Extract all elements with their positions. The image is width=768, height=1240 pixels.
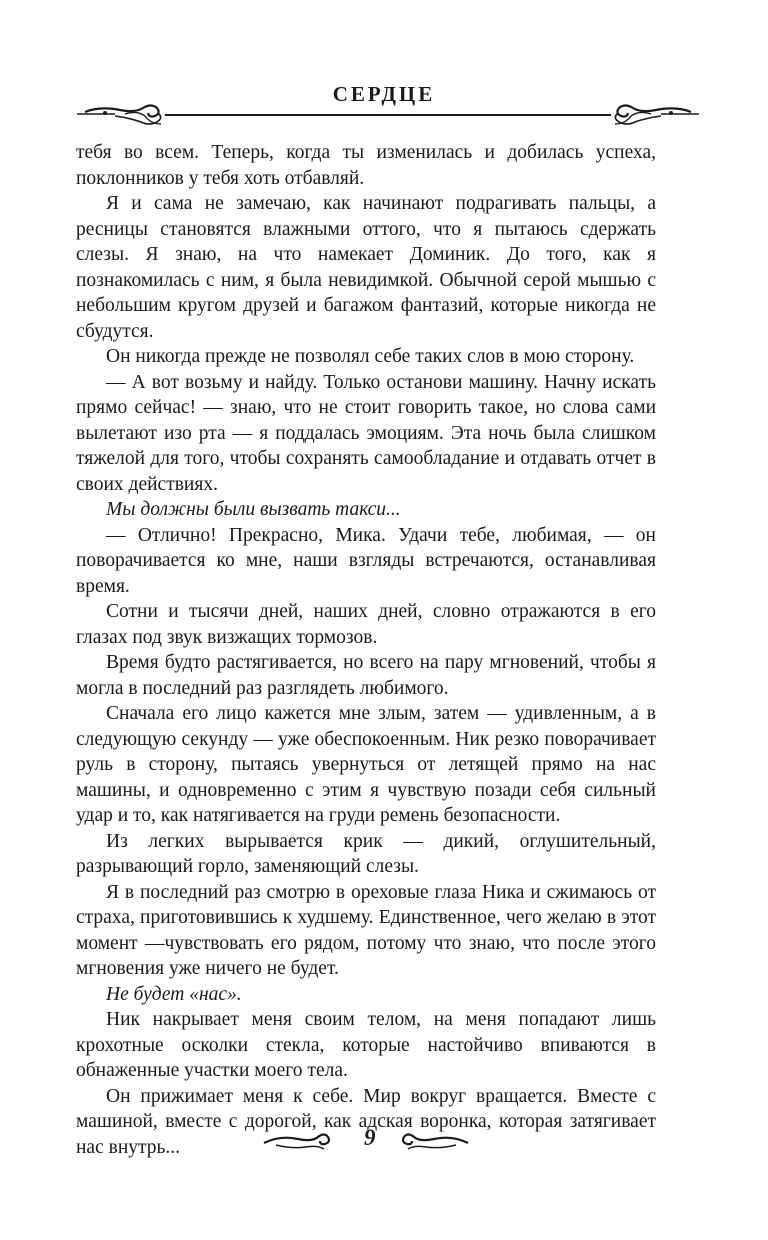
paragraph: тебя во всем. Теперь, когда ты изменилась и добилась успеха, поклонников у тебя хоть отбавляй. xyxy=(76,142,656,189)
paragraph: — Отлично! Прекрасно, Мика. Удачи тебе, любимая, — он поворачивается ко мне, наши взгляды встречаются, останавливая время. xyxy=(76,524,656,597)
chapter-title: СЕРДЦЕ xyxy=(332,82,436,106)
paragraph: Я и сама не замечаю, как начинают подрагивать пальцы, а ресницы становятся влажными оттого, что я пытаюсь сдержать слезы. Я знаю, на что намекает Доминик. До того, как я познакомилась с ним, я была невидимкой. Обычной серой мышью с небольшим кругом друзей и багажом фантазий, которые никогда не сбудутся. xyxy=(76,193,656,342)
flourish-right-icon xyxy=(606,102,701,132)
paragraph: Ник накрывает меня своим телом, на меня попадают лишь крохотные осколки стекла, которые настойчиво впиваются в обнаженные участки моего тела. xyxy=(76,1009,656,1081)
body-text xyxy=(76,140,656,1160)
paragraph-italic: Мы должны были вызвать такси... xyxy=(106,499,401,520)
paragraph: Сначала его лицо кажется мне злым, затем — удивленным, а в следующую секунду — уже обеспокоенным. Ник резко поворачивает руль в сторону, пытаясь увернуться от летящей прямо на нас машины, и одновременно с этим я чувствую позади себя сильный удар и то, как натягивается на груди ремень безопасности. xyxy=(76,703,656,826)
page-footer xyxy=(0,1125,768,1155)
paragraph-italic: Не будет «нас». xyxy=(106,983,242,1005)
paragraph: Он никогда прежде не позволял себе таких слов в мою сторону. xyxy=(106,346,635,367)
paragraph: Он прижимает меня к себе. Мир вокруг вращается. Вместе с машиной, вместе с дорогой, как адская воронка, которая затягивает нас внутрь... xyxy=(76,1085,656,1158)
footer-flourish-left-icon xyxy=(262,1129,332,1153)
footer-flourish-right-icon xyxy=(400,1129,470,1153)
paragraph: — А вот возьму и найду. Только останови машину. Начну искать прямо сейчас! — знаю, что не стоит говорить такое, но слова сами вылетают изо рта — я поддалась эмоциям. Эта ночь была слишком тяжелой для того, чтобы сохранять самообладание и отдавать отчет в своих действиях. xyxy=(76,371,656,495)
paragraph: Из легких вырывается крик — дикий, оглушительный, разрывающий горло, заменяющий слезы. xyxy=(76,830,656,877)
page-number: 9 xyxy=(364,1125,376,1150)
header-rule xyxy=(165,114,611,116)
paragraph: Я в последний раз смотрю в ореховые глаза Ника и сжимаюсь от страха, приготовившись к худшему. Единственное, чего желаю в этот момент —чувствовать его рядом, потому что знаю, что после этого мгновения уже ничего не будет. xyxy=(76,881,656,979)
header-ornament xyxy=(75,102,701,132)
flourish-left-icon xyxy=(75,102,170,132)
paragraph: Сотни и тысячи дней, наших дней, словно отражаются в его глазах под звук визжащих тормозов. xyxy=(76,601,656,648)
paragraph: Время будто растягивается, но всего на пару мгновений, чтобы я могла в последний раз разглядеть любимого. xyxy=(76,652,656,699)
